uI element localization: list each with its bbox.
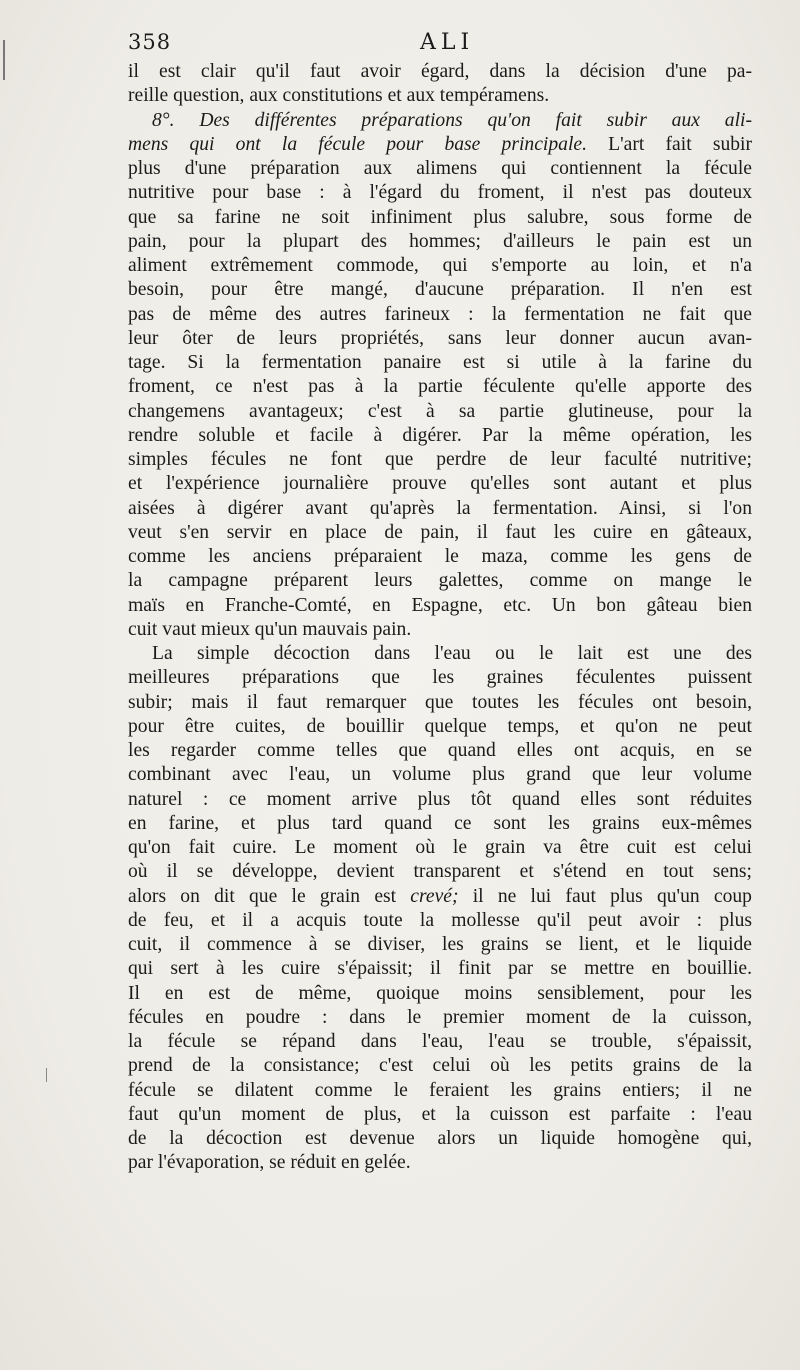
- text-run: de la décoction est devenue alors un liquide homogène qui,: [128, 1128, 752, 1149]
- text-line: [128, 666, 752, 690]
- text-run: cuit, il commence à se diviser, les grains se lient, et le liquide: [128, 934, 752, 955]
- text-line: [128, 230, 752, 254]
- text-run: reille question, aux constitutions et aux tempéramens.: [128, 85, 550, 107]
- text-line: [128, 472, 752, 496]
- text-run: qui sert à les cuire s'épaissit; il finit par se mettre en bouillie.: [128, 958, 752, 980]
- text-run: simples fécules ne font que perdre de leur faculté nutritive;: [128, 449, 752, 470]
- text-line: [128, 739, 752, 763]
- text-run: besoin, pour être mangé, d'aucune préparation. Il n'en est: [128, 279, 752, 301]
- text-run: qu'on fait cuire. Le moment où le grain va être cuit est celui: [128, 837, 752, 858]
- text-line: [128, 521, 752, 545]
- text-line: [128, 133, 752, 157]
- text-line: [128, 303, 752, 327]
- text-line: [128, 812, 752, 836]
- text-line: [128, 788, 752, 812]
- text-line: [128, 400, 752, 424]
- text-run: combinant avec l'eau, un volume plus grand que leur volume: [128, 764, 752, 786]
- text-run: la fécule se répand dans l'eau, l'eau se trouble, s'épaissit,: [128, 1031, 752, 1052]
- text-line: [128, 181, 752, 205]
- text-run: que sa farine ne soit infiniment plus salubre, sous forme de: [128, 206, 752, 228]
- text-run: naturel : ce moment arrive plus tôt quand elles sont réduites: [128, 788, 752, 810]
- italic-heading: 8°. Des différentes préparations qu'on fait subir aux ali-: [152, 109, 752, 131]
- text-line: [128, 1030, 752, 1054]
- running-head: ALI: [420, 30, 475, 55]
- text-line: [128, 327, 752, 351]
- text-run: fécule se dilatent comme le feraient les grains entiers; il ne: [128, 1079, 752, 1101]
- text-run: pas de même des autres farineux : la fermentation ne fait que: [128, 303, 752, 325]
- text-line: [128, 715, 752, 739]
- text-run: et l'expérience journalière prouve qu'elles sont autant et plus: [128, 473, 752, 495]
- text-line: [128, 424, 752, 448]
- text-run: nutritive pour base : à l'égard du froment, il n'est pas douteux: [128, 182, 752, 204]
- text-run: La simple décoction dans l'eau ou le lait est une des: [152, 643, 752, 664]
- text-line: [128, 1054, 752, 1078]
- text-line: [128, 933, 752, 957]
- text-line: [128, 569, 752, 593]
- text-line: [128, 206, 752, 230]
- italic-heading: mens qui ont la fécule pour base principale.: [128, 133, 587, 155]
- text-line: [128, 497, 752, 521]
- text-line: [128, 691, 752, 715]
- text-run: fécules en poudre : dans le premier moment de la cuisson,: [128, 1006, 752, 1028]
- text-line: [128, 1151, 752, 1175]
- scan-edge-mark: [46, 1068, 47, 1082]
- text-run: meilleures préparations que les graines féculentes puissent: [128, 667, 752, 689]
- text-line: [128, 1079, 752, 1103]
- text-line: [128, 84, 752, 108]
- text-line: [128, 278, 752, 302]
- text-line: [128, 594, 752, 618]
- text-line: [128, 642, 752, 666]
- text-run: de feu, et il a acquis toute la mollesse qu'il peut avoir : plus: [128, 909, 752, 931]
- text-line: [128, 157, 752, 181]
- text-line: [128, 60, 752, 84]
- text-line: [128, 836, 752, 860]
- text-line: [128, 545, 752, 569]
- text-run: cuit vaut mieux qu'un mauvais pain.: [128, 618, 412, 640]
- text-run: froment, ce n'est pas à la partie féculente qu'elle apporte des: [128, 376, 752, 398]
- text-run: plus d'une préparation aux alimens qui contiennent la fécule: [128, 158, 752, 179]
- text-line: [128, 885, 752, 909]
- text-run: pain, pour la plupart des hommes; d'ailleurs le pain est un: [128, 230, 752, 252]
- text-line: [128, 1006, 752, 1030]
- text-run: Il en est de même, quoique moins sensiblement, pour les: [128, 982, 752, 1004]
- text-run: il ne lui faut plus qu'un coup: [458, 885, 752, 907]
- text-run: prend de la consistance; c'est celui où les petits grains de la: [128, 1055, 752, 1077]
- text-line: [128, 860, 752, 884]
- text-run: par l'évaporation, se réduit en gelée.: [128, 1152, 411, 1174]
- text-line: [128, 351, 752, 375]
- text-run: maïs en Franche-Comté, en Espagne, etc. Un bon gâteau bien: [128, 594, 752, 616]
- page-header: [128, 28, 750, 62]
- text-run: aliment extrêmement commode, qui s'emporte au loin, et n'a: [128, 255, 752, 276]
- text-line: [128, 957, 752, 981]
- text-run: alors on dit que le grain est: [128, 885, 411, 907]
- text-line: [128, 254, 752, 278]
- text-run: en farine, et plus tard quand ce sont les grains eux-mêmes: [128, 812, 752, 834]
- text-run: rendre soluble et facile à digérer. Par la même opération, les: [128, 424, 752, 446]
- text-run: comme les anciens préparaient le maza, comme les gens de: [128, 546, 752, 567]
- text-run: subir; mais il faut remarquer que toutes les fécules ont besoin,: [128, 691, 752, 713]
- text-run: les regarder comme telles que quand elles ont acquis, en se: [128, 740, 752, 761]
- text-run: L'art fait subir: [587, 133, 753, 155]
- text-line: [128, 375, 752, 399]
- text-run: la campagne préparent leurs galettes, comme on mange le: [128, 570, 752, 592]
- text-line: [128, 982, 752, 1006]
- text-line: [128, 1127, 752, 1151]
- text-run: veut s'en servir en place de pain, il faut les cuire en gâteaux,: [128, 521, 752, 543]
- text-run: il est clair qu'il faut avoir égard, dans la décision d'une pa-: [128, 61, 752, 82]
- scan-edge-mark: [3, 40, 5, 80]
- text-line: [128, 448, 752, 472]
- text-line: [128, 109, 752, 133]
- text-line: [128, 618, 752, 642]
- text-run: pour être cuites, de bouillir quelque temps, et qu'on ne peut: [128, 715, 752, 737]
- text-line: [128, 763, 752, 787]
- text-line: [128, 1103, 752, 1127]
- text-run: faut qu'un moment de plus, et la cuisson est parfaite : l'eau: [128, 1103, 752, 1125]
- body-text: [128, 60, 752, 1176]
- text-run: leur ôter de leurs propriétés, sans leur donner aucun avan-: [128, 327, 752, 349]
- text-run: où il se développe, devient transparent et s'étend en tout sens;: [128, 861, 752, 883]
- italic-term: crevé;: [410, 885, 459, 907]
- text-run: aisées à digérer avant qu'après la fermentation. Ainsi, si l'on: [128, 497, 752, 519]
- page-number: 358: [128, 30, 172, 54]
- text-run: tage. Si la fermentation panaire est si utile à la farine du: [128, 352, 752, 373]
- text-line: [128, 909, 752, 933]
- text-run: changemens avantageux; c'est à sa partie glutineuse, pour la: [128, 400, 752, 422]
